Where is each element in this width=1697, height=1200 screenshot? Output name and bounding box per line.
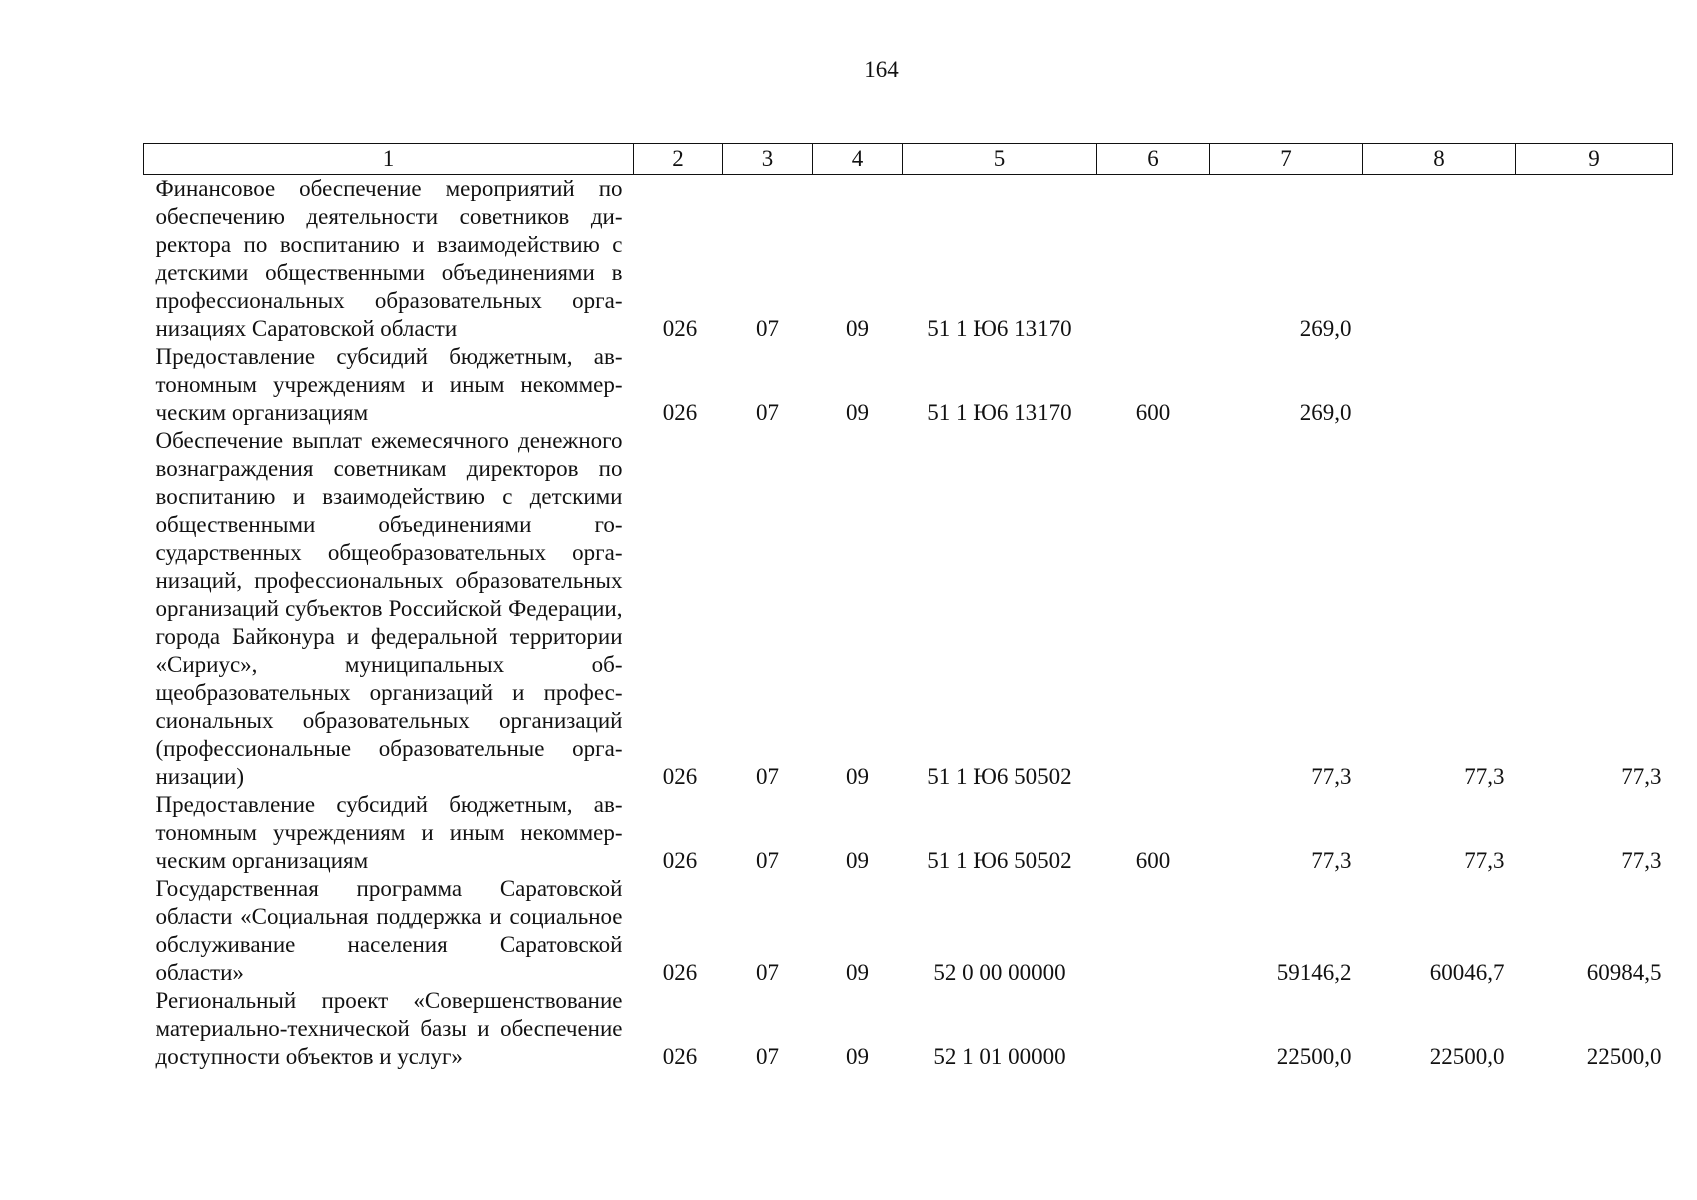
table-row	[144, 175, 1673, 344]
cell-subsection: 09	[846, 848, 869, 873]
page-number: 164	[864, 57, 899, 82]
cell-section: 07	[756, 316, 779, 341]
cell-amount-col9: 60984,5	[1586, 960, 1662, 985]
row-name: Государственная программа Саратовской области «Социальная поддержка и социальное обслуживание населения Саратовской области»	[155, 876, 623, 985]
row-name: Предоставление субсидий бюджетным, автономным учреждениям и иным некоммерческим организациям	[155, 344, 623, 425]
column-header: 8	[1363, 144, 1516, 175]
cell-expense-type	[1097, 987, 1210, 1071]
cell-ministry-code: 026	[662, 848, 698, 873]
column-header: 9	[1516, 144, 1673, 175]
cell-section: 07	[756, 848, 779, 873]
row-name: Региональный проект «Совершенствование материально-технической базы и обеспечение доступности объектов и услуг»	[155, 988, 623, 1069]
column-header: 6	[1097, 144, 1210, 175]
cell-section: 07	[756, 400, 779, 425]
table-row	[144, 791, 1673, 875]
row-name: Предоставление субсидий бюджетным, автономным учреждениям и иным некоммерческим организациям	[155, 792, 623, 873]
cell-amount-col7: 269,0	[1299, 316, 1352, 341]
cell-ministry-code: 026	[662, 764, 698, 789]
column-header: 1	[144, 144, 634, 175]
cell-target-article: 51 1 Ю6 13170	[927, 400, 1072, 425]
column-header: 3	[723, 144, 813, 175]
cell-target-article: 51 1 Ю6 13170	[927, 316, 1072, 341]
cell-expense-type: 600	[1135, 848, 1171, 873]
cell-section: 07	[756, 960, 779, 985]
cell-amount-col7: 77,3	[1311, 764, 1352, 789]
cell-ministry-code: 026	[662, 400, 698, 425]
cell-amount-col8: 77,3	[1464, 764, 1505, 789]
cell-target-article: 51 1 Ю6 50502	[927, 764, 1072, 789]
cell-amount-col8: 22500,0	[1429, 1044, 1505, 1069]
cell-amount-col9	[1516, 175, 1673, 344]
table-row	[144, 427, 1673, 791]
cell-amount-col9	[1516, 343, 1673, 427]
cell-target-article: 52 0 00 00000	[933, 960, 1066, 985]
table-row	[144, 343, 1673, 427]
cell-amount-col8	[1363, 343, 1516, 427]
column-header: 7	[1210, 144, 1363, 175]
column-header: 4	[813, 144, 903, 175]
table-row	[144, 987, 1673, 1071]
cell-subsection: 09	[846, 960, 869, 985]
cell-ministry-code: 026	[662, 960, 698, 985]
cell-expense-type	[1097, 427, 1210, 791]
cell-ministry-code: 026	[662, 316, 698, 341]
cell-amount-col7: 59146,2	[1276, 960, 1352, 985]
cell-expense-type	[1097, 175, 1210, 344]
cell-subsection: 09	[846, 316, 869, 341]
row-name: Обеспечение выплат ежемесячного денежного вознаграждения советникам директоров по воспитанию и взаимодействию с детскими общественными объединениями государственных общеобразовательных организаций, профессиональных образовательных организаций субъектов Российской Федерации, города Байконура и федеральной территории «Сириус», муниципальных общеобразовательных организаций и профессиональных образовательных организаций (профессиональные образовательные организации)	[155, 428, 623, 789]
cell-subsection: 09	[846, 1044, 869, 1069]
cell-expense-type: 600	[1135, 400, 1171, 425]
cell-section: 07	[756, 1044, 779, 1069]
cell-subsection: 09	[846, 400, 869, 425]
cell-expense-type	[1097, 875, 1210, 987]
cell-amount-col8: 60046,7	[1429, 960, 1505, 985]
column-header: 2	[634, 144, 723, 175]
cell-subsection: 09	[846, 764, 869, 789]
column-header: 5	[903, 144, 1097, 175]
cell-amount-col9: 77,3	[1621, 848, 1662, 873]
cell-amount-col8: 77,3	[1464, 848, 1505, 873]
cell-amount-col9: 77,3	[1621, 764, 1662, 789]
cell-amount-col7: 77,3	[1311, 848, 1352, 873]
cell-target-article: 52 1 01 00000	[933, 1044, 1066, 1069]
cell-section: 07	[756, 764, 779, 789]
cell-amount-col7: 269,0	[1299, 400, 1352, 425]
cell-amount-col7: 22500,0	[1276, 1044, 1352, 1069]
cell-ministry-code: 026	[662, 1044, 698, 1069]
cell-target-article: 51 1 Ю6 50502	[927, 848, 1072, 873]
budget-table	[143, 143, 1673, 1071]
cell-amount-col9: 22500,0	[1586, 1044, 1662, 1069]
table-row	[144, 875, 1673, 987]
row-name: Финансовое обеспечение мероприятий по обеспечению деятельности советников директора по воспитанию и взаимодействию с детскими общественными объединениями в профессиональных образовательных организациях Саратовской области	[155, 176, 623, 341]
header-row	[144, 144, 1673, 175]
cell-amount-col8	[1363, 175, 1516, 344]
